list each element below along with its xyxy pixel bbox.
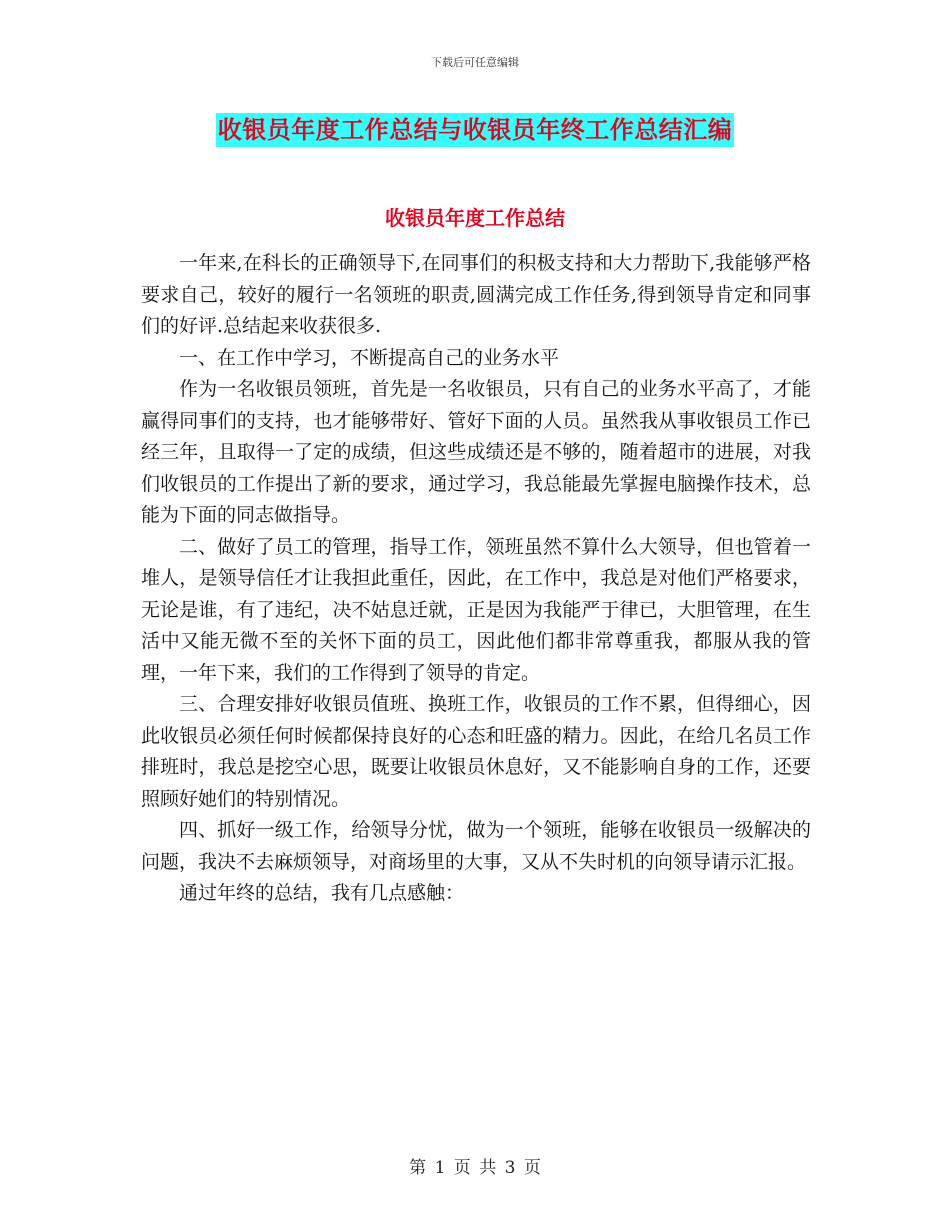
section-title: 收银员年度工作总结 (385, 206, 565, 230)
paragraph: 二、做好了员工的管理，指导工作，领班虽然不算什么大领导，但也管着一堆人，是领导信任才让我担此重任，因此，在工作中，我总是对他们严格要求，无论是谁，有了违纪，决不姑息迁就，正是因为我能严于律已，大胆管理，在生活中又能无微不至的关怀下面的员工，因此他们都非常尊重我，都服从我的管理，一年下来，我们的工作得到了领导的肯定。 (141, 535, 811, 684)
main-title: 收银员年度工作总结与收银员年终工作总结汇编 (216, 113, 735, 147)
page-footer: 第 1 页 共 3 页 (409, 1158, 541, 1178)
paragraph: 一年来,在科长的正确领导下,在同事们的积极支持和大力帮助下,我能够严格要求自己，较好的履行一名领班的职责,圆满完成工作任务,得到领导肯定和同事们的好评.总结起来收获很多. (141, 252, 811, 337)
main-title-wrap (0, 113, 950, 147)
paragraph: 作为一名收银员领班，首先是一名收银员，只有自己的业务水平高了，才能赢得同事们的支持，也才能够带好、管好下面的人员。虽然我从事收银员工作已经三年，且取得一了定的成绩，但这些成绩还是不够的，随着超市的进展，对我们收银员的工作提出了新的要求，通过学习，我总能最先掌握电脑操作技术，总能为下面的同志做指导。 (141, 378, 811, 526)
paragraph: 通过年终的总结，我有几点感触： (179, 882, 465, 904)
paragraph: 四、抓好一级工作，给领导分忧，做为一个领班，能够在收银员一级解决的问题，我决不去麻烦领导，对商场里的大事，又从不失时机的向领导请示汇报。 (141, 819, 811, 873)
header-note: 下载后可任意编辑 (431, 56, 519, 69)
document-body (141, 248, 811, 910)
paragraph: 三、合理安排好收银员值班、换班工作，收银员的工作不累，但得细心，因此收银员必须任何时候都保持良好的心态和旺盛的精力。因此，在给几名员工作排班时，我总是挖空心思，既要让收银员休息好，又不能影响自身的工作，还要照顾好她们的特别情况。 (141, 693, 811, 810)
paragraph: 一、在工作中学习，不断提高自己的业务水平 (179, 346, 560, 369)
